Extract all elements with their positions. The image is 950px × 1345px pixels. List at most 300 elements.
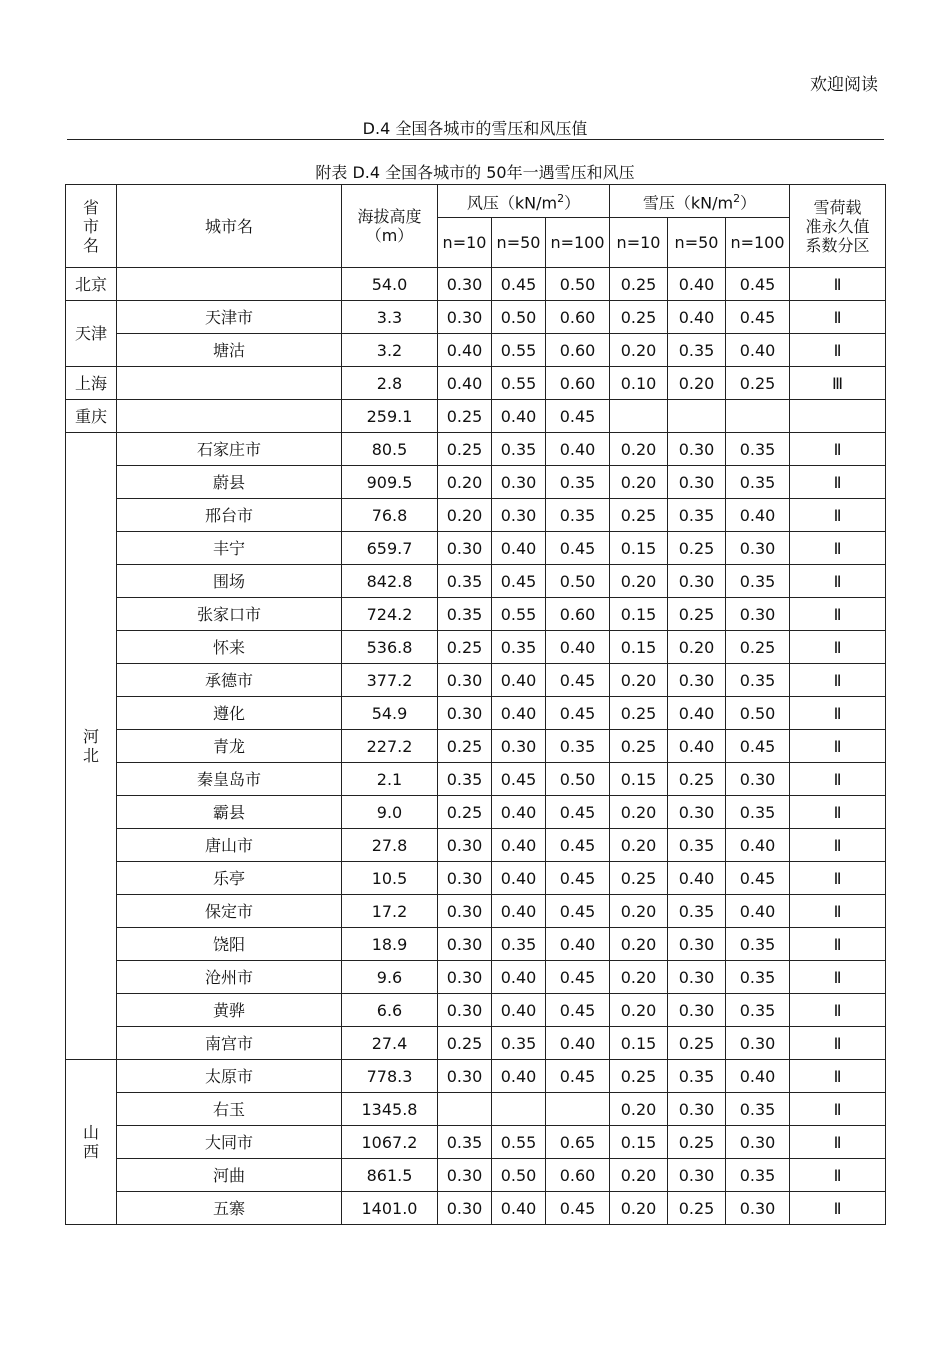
cell-snow-n10: 0.20 [610,994,668,1027]
cell-city [117,400,342,433]
cell-city: 饶阳 [117,928,342,961]
cell-province: 上海 [66,367,117,400]
cell-wind-n10: 0.30 [438,829,492,862]
cell-altitude: 909.5 [342,466,438,499]
cell-wind-n10: 0.35 [438,565,492,598]
cell-city: 邢台市 [117,499,342,532]
cell-wind-n100: 0.60 [546,367,610,400]
cell-wind-n50: 0.40 [492,796,546,829]
cell-wind-n100: 0.45 [546,961,610,994]
cell-wind-n100: 0.40 [546,631,610,664]
cell-wind-n50: 0.50 [492,301,546,334]
cell-snow-n10: 0.20 [610,961,668,994]
cell-snow-n100: 0.35 [726,466,790,499]
cell-snow-n50: 0.35 [668,499,726,532]
cell-wind-n50: 0.55 [492,334,546,367]
header-wind-n100: n=100 [546,218,610,268]
cell-snow-n50: 0.40 [668,730,726,763]
cell-snow-n50: 0.25 [668,532,726,565]
cell-snow-zone: Ⅱ [790,1093,886,1126]
cell-wind-n100: 0.45 [546,532,610,565]
cell-snow-zone: Ⅱ [790,1027,886,1060]
cell-province: 北京 [66,268,117,301]
header-wind-n50: n=50 [492,218,546,268]
cell-snow-n100: 0.40 [726,829,790,862]
cell-snow-n100: 0.45 [726,301,790,334]
cell-altitude: 18.9 [342,928,438,961]
table-row [66,367,886,400]
cell-altitude: 9.0 [342,796,438,829]
cell-wind-n50: 0.50 [492,1159,546,1192]
header-wind-pressure: 风压$(kN/m^2)$ [438,185,610,218]
cell-wind-n10: 0.35 [438,1126,492,1159]
cell-snow-n50: 0.35 [668,334,726,367]
cell-wind-n50: 0.40 [492,829,546,862]
table-row [66,1093,886,1126]
cell-wind-n100: 0.50 [546,763,610,796]
cell-wind-n10: 0.30 [438,862,492,895]
header-snow-zone: 雪荷载 准永久值 系数分区 [790,185,886,268]
cell-wind-n10: 0.30 [438,268,492,301]
cell-wind-n50: 0.40 [492,1192,546,1225]
header-province: 省 市 名 [66,185,117,268]
cell-snow-zone: Ⅱ [790,862,886,895]
cell-snow-n100: 0.35 [726,796,790,829]
cell-snow-zone: Ⅱ [790,829,886,862]
cell-snow-n10: 0.20 [610,466,668,499]
cell-wind-n10: 0.30 [438,301,492,334]
cell-snow-n100: 0.45 [726,730,790,763]
cell-snow-n10: 0.25 [610,1060,668,1093]
cell-snow-n50: 0.30 [668,1093,726,1126]
table-row [66,1192,886,1225]
cell-snow-n100: 0.40 [726,895,790,928]
table-row [66,499,886,532]
cell-snow-n100: 0.30 [726,1027,790,1060]
table-row [66,928,886,961]
cell-altitude: 10.5 [342,862,438,895]
cell-snow-zone: Ⅱ [790,730,886,763]
cell-altitude: 259.1 [342,400,438,433]
cell-wind-n10: 0.35 [438,763,492,796]
cell-city: 围场 [117,565,342,598]
cell-wind-n100: 0.60 [546,598,610,631]
cell-snow-n10: 0.20 [610,334,668,367]
cell-altitude: 9.6 [342,961,438,994]
cell-wind-n10 [438,1093,492,1126]
cell-snow-zone [790,400,886,433]
cell-city: 河曲 [117,1159,342,1192]
cell-city: 怀来 [117,631,342,664]
cell-wind-n10: 0.30 [438,961,492,994]
cell-snow-n100: 0.35 [726,664,790,697]
cell-snow-n100: 0.45 [726,862,790,895]
cell-wind-n100: 0.45 [546,994,610,1027]
cell-wind-n100: 0.45 [546,829,610,862]
cell-wind-n50: 0.45 [492,763,546,796]
cell-snow-n50: 0.20 [668,367,726,400]
cell-wind-n50: 0.40 [492,1060,546,1093]
cell-wind-n100: 0.60 [546,301,610,334]
table-row [66,730,886,763]
cell-wind-n100: 0.65 [546,1126,610,1159]
cell-snow-zone: Ⅱ [790,697,886,730]
cell-city: 沧州市 [117,961,342,994]
cell-snow-n100: 0.25 [726,631,790,664]
cell-city: 承德市 [117,664,342,697]
cell-city: 大同市 [117,1126,342,1159]
cell-altitude: 27.4 [342,1027,438,1060]
cell-snow-n100: 0.30 [726,1126,790,1159]
title-rule [67,139,884,140]
cell-snow-n100: 0.35 [726,994,790,1027]
cell-snow-n100: 0.50 [726,697,790,730]
cell-snow-zone: Ⅱ [790,631,886,664]
table-row [66,400,886,433]
cell-wind-n50: 0.40 [492,862,546,895]
cell-wind-n10: 0.30 [438,697,492,730]
cell-snow-n50: 0.35 [668,829,726,862]
cell-province: 天津 [66,301,117,367]
cell-snow-n100: 0.35 [726,928,790,961]
cell-city: 蔚县 [117,466,342,499]
cell-wind-n100: 0.45 [546,796,610,829]
table-row [66,1126,886,1159]
cell-city: 遵化 [117,697,342,730]
cell-wind-n10: 0.30 [438,664,492,697]
cell-snow-zone: Ⅱ [790,1192,886,1225]
cell-wind-n50: 0.35 [492,631,546,664]
cell-city [117,268,342,301]
cell-province: 重庆 [66,400,117,433]
cell-wind-n50: 0.35 [492,1027,546,1060]
cell-snow-n10: 0.20 [610,895,668,928]
cell-snow-zone: Ⅱ [790,1159,886,1192]
cell-snow-n50: 0.35 [668,895,726,928]
cell-altitude: 54.0 [342,268,438,301]
cell-altitude: 76.8 [342,499,438,532]
cell-snow-n10: 0.20 [610,565,668,598]
cell-snow-n50: 0.30 [668,796,726,829]
cell-wind-n100: 0.35 [546,730,610,763]
cell-wind-n10: 0.20 [438,499,492,532]
cell-city: 天津市 [117,301,342,334]
cell-wind-n50: 0.30 [492,730,546,763]
cell-altitude: 17.2 [342,895,438,928]
table-row [66,532,886,565]
cell-city: 黄骅 [117,994,342,1027]
cell-altitude: 536.8 [342,631,438,664]
cell-snow-zone: Ⅱ [790,664,886,697]
cell-snow-n50: 0.30 [668,433,726,466]
cell-snow-n50: 0.25 [668,598,726,631]
header-city: 城市名 [117,185,342,268]
cell-snow-n10 [610,400,668,433]
cell-snow-n50: 0.25 [668,1192,726,1225]
cell-snow-n50: 0.30 [668,565,726,598]
cell-altitude: 54.9 [342,697,438,730]
table-row [66,994,886,1027]
cell-city: 太原市 [117,1060,342,1093]
cell-snow-n50: 0.25 [668,1027,726,1060]
cell-wind-n100: 0.45 [546,1192,610,1225]
cell-wind-n10: 0.30 [438,1159,492,1192]
table-row [66,895,886,928]
cell-snow-zone: Ⅱ [790,763,886,796]
cell-altitude: 3.2 [342,334,438,367]
cell-wind-n10: 0.30 [438,928,492,961]
cell-wind-n10: 0.25 [438,433,492,466]
cell-snow-n10: 0.20 [610,1093,668,1126]
cell-wind-n100: 0.45 [546,664,610,697]
cell-wind-n100: 0.50 [546,268,610,301]
cell-snow-n50: 0.25 [668,1126,726,1159]
cell-wind-n10: 0.40 [438,334,492,367]
table-row [66,631,886,664]
table-row [66,565,886,598]
cell-snow-zone: Ⅱ [790,433,886,466]
table-row [66,466,886,499]
cell-snow-n50: 0.35 [668,1060,726,1093]
cell-snow-n10: 0.20 [610,1159,668,1192]
table-row [66,763,886,796]
cell-snow-n10: 0.20 [610,829,668,862]
cell-wind-n50: 0.40 [492,664,546,697]
cell-wind-n100: 0.45 [546,862,610,895]
cell-snow-n100: 0.40 [726,1060,790,1093]
cell-snow-zone: Ⅱ [790,334,886,367]
cell-snow-zone: Ⅱ [790,961,886,994]
document-title: D.4 全国各城市的雪压和风压值 [362,119,588,138]
cell-snow-n100: 0.45 [726,268,790,301]
table-row [66,829,886,862]
cell-wind-n100: 0.35 [546,466,610,499]
cell-wind-n50: 0.45 [492,565,546,598]
cell-wind-n10: 0.40 [438,367,492,400]
cell-snow-n10: 0.25 [610,499,668,532]
cell-snow-n50: 0.40 [668,697,726,730]
cell-wind-n10: 0.25 [438,796,492,829]
cell-wind-n100: 0.45 [546,895,610,928]
cell-city: 右玉 [117,1093,342,1126]
cell-snow-n10: 0.25 [610,862,668,895]
cell-wind-n100: 0.45 [546,1060,610,1093]
cell-snow-n10: 0.10 [610,367,668,400]
cell-snow-n10: 0.15 [610,763,668,796]
cell-altitude: 724.2 [342,598,438,631]
cell-snow-n50: 0.30 [668,961,726,994]
cell-wind-n100: 0.50 [546,565,610,598]
cell-city: 乐亭 [117,862,342,895]
cell-altitude: 861.5 [342,1159,438,1192]
cell-wind-n10: 0.30 [438,532,492,565]
cell-wind-n100 [546,1093,610,1126]
cell-snow-n50 [668,400,726,433]
header-snow-n10: n=10 [610,218,668,268]
cell-wind-n10: 0.30 [438,1060,492,1093]
cell-city: 保定市 [117,895,342,928]
cell-snow-zone: Ⅱ [790,1126,886,1159]
cell-snow-n100: 0.35 [726,1093,790,1126]
cell-snow-n10: 0.20 [610,928,668,961]
cell-snow-n10: 0.15 [610,532,668,565]
header-snow-n50: n=50 [668,218,726,268]
cell-wind-n10: 0.25 [438,1027,492,1060]
cell-snow-n100: 0.35 [726,433,790,466]
table-row [66,961,886,994]
cell-wind-n100: 0.60 [546,1159,610,1192]
cell-snow-n50: 0.40 [668,862,726,895]
cell-wind-n50: 0.35 [492,433,546,466]
cell-wind-n50: 0.55 [492,598,546,631]
cell-snow-zone: Ⅱ [790,532,886,565]
cell-snow-zone: Ⅱ [790,1060,886,1093]
cell-city: 唐山市 [117,829,342,862]
cell-wind-n10: 0.20 [438,466,492,499]
cell-city: 张家口市 [117,598,342,631]
header-altitude: 海拔高度 （m） [342,185,438,268]
cell-snow-n10: 0.15 [610,1126,668,1159]
cell-wind-n100: 0.45 [546,697,610,730]
cell-altitude: 80.5 [342,433,438,466]
cell-snow-zone: Ⅱ [790,301,886,334]
cell-altitude: 1067.2 [342,1126,438,1159]
cell-wind-n100: 0.35 [546,499,610,532]
cell-snow-n50: 0.40 [668,268,726,301]
cell-altitude: 227.2 [342,730,438,763]
cell-wind-n50: 0.45 [492,268,546,301]
cell-snow-n50: 0.30 [668,928,726,961]
cell-snow-n100: 0.35 [726,1159,790,1192]
table-row [66,664,886,697]
cell-city: 石家庄市 [117,433,342,466]
cell-snow-n10: 0.25 [610,697,668,730]
cell-snow-zone: Ⅱ [790,598,886,631]
cell-snow-n10: 0.25 [610,730,668,763]
cell-wind-n50: 0.30 [492,466,546,499]
cell-wind-n10: 0.35 [438,598,492,631]
cell-snow-n100 [726,400,790,433]
cell-altitude: 659.7 [342,532,438,565]
cell-snow-n100: 0.25 [726,367,790,400]
cell-snow-n10: 0.15 [610,631,668,664]
cell-snow-n100: 0.35 [726,961,790,994]
cell-wind-n50: 0.35 [492,928,546,961]
cell-wind-n10: 0.25 [438,631,492,664]
cell-snow-n10: 0.20 [610,796,668,829]
cell-snow-zone: Ⅱ [790,895,886,928]
cell-snow-n100: 0.30 [726,1192,790,1225]
cell-snow-n100: 0.30 [726,598,790,631]
cell-snow-n100: 0.30 [726,763,790,796]
cell-snow-n50: 0.30 [668,1159,726,1192]
header-welcome: 欢迎阅读 [810,75,878,95]
cell-snow-zone: Ⅲ [790,367,886,400]
table-row [66,301,886,334]
table-row [66,1027,886,1060]
cell-wind-n100: 0.45 [546,400,610,433]
cell-city: 霸县 [117,796,342,829]
cell-snow-n10: 0.20 [610,664,668,697]
cell-snow-n10: 0.20 [610,433,668,466]
cell-snow-zone: Ⅱ [790,994,886,1027]
cell-snow-n10: 0.25 [610,301,668,334]
cell-altitude: 27.8 [342,829,438,862]
table-row [66,598,886,631]
cell-altitude: 2.1 [342,763,438,796]
cell-wind-n50: 0.55 [492,367,546,400]
table-row [66,268,886,301]
table-row [66,796,886,829]
cell-wind-n10: 0.30 [438,994,492,1027]
cell-snow-n50: 0.40 [668,301,726,334]
cell-wind-n100: 0.40 [546,1027,610,1060]
cell-altitude: 842.8 [342,565,438,598]
cell-snow-n10: 0.20 [610,1192,668,1225]
cell-wind-n10: 0.25 [438,400,492,433]
cell-snow-zone: Ⅱ [790,499,886,532]
table-row [66,433,886,466]
cell-wind-n50: 0.40 [492,532,546,565]
header-snow-n100: n=100 [726,218,790,268]
table-title: 附表 D.4 全国各城市的 50年一遇雪压和风压 [315,163,635,182]
cell-altitude: 2.8 [342,367,438,400]
cell-wind-n10: 0.25 [438,730,492,763]
cell-wind-n100: 0.60 [546,334,610,367]
cell-snow-zone: Ⅱ [790,796,886,829]
cell-wind-n10: 0.30 [438,895,492,928]
table-row [66,697,886,730]
cell-city: 五寨 [117,1192,342,1225]
cell-snow-zone: Ⅱ [790,565,886,598]
cell-wind-n50: 0.40 [492,400,546,433]
table-row [66,334,886,367]
snow-wind-pressure-table [65,184,886,1225]
cell-city: 丰宁 [117,532,342,565]
cell-altitude: 1401.0 [342,1192,438,1225]
cell-snow-zone: Ⅱ [790,268,886,301]
cell-snow-n50: 0.25 [668,763,726,796]
cell-wind-n50: 0.40 [492,895,546,928]
cell-province: 山 西 [66,1060,117,1225]
cell-city [117,367,342,400]
cell-snow-n100: 0.40 [726,334,790,367]
cell-wind-n50: 0.40 [492,961,546,994]
cell-snow-n10: 0.15 [610,1027,668,1060]
cell-wind-n50: 0.40 [492,994,546,1027]
cell-snow-n50: 0.30 [668,466,726,499]
cell-city: 南宫市 [117,1027,342,1060]
cell-snow-n50: 0.30 [668,994,726,1027]
cell-wind-n100: 0.40 [546,928,610,961]
cell-wind-n10: 0.30 [438,1192,492,1225]
cell-snow-n100: 0.40 [726,499,790,532]
table-body [66,268,886,1225]
cell-snow-zone: Ⅱ [790,928,886,961]
table-row [66,1159,886,1192]
cell-altitude: 377.2 [342,664,438,697]
cell-snow-n50: 0.20 [668,631,726,664]
table-row [66,1060,886,1093]
header-snow-pressure: 雪压$(kN/m^2)$ [610,185,790,218]
cell-province: 河 北 [66,433,117,1060]
cell-snow-zone: Ⅱ [790,466,886,499]
cell-city: 秦皇岛市 [117,763,342,796]
header-wind-n10: n=10 [438,218,492,268]
cell-altitude: 778.3 [342,1060,438,1093]
cell-wind-n50 [492,1093,546,1126]
cell-snow-n100: 0.35 [726,565,790,598]
